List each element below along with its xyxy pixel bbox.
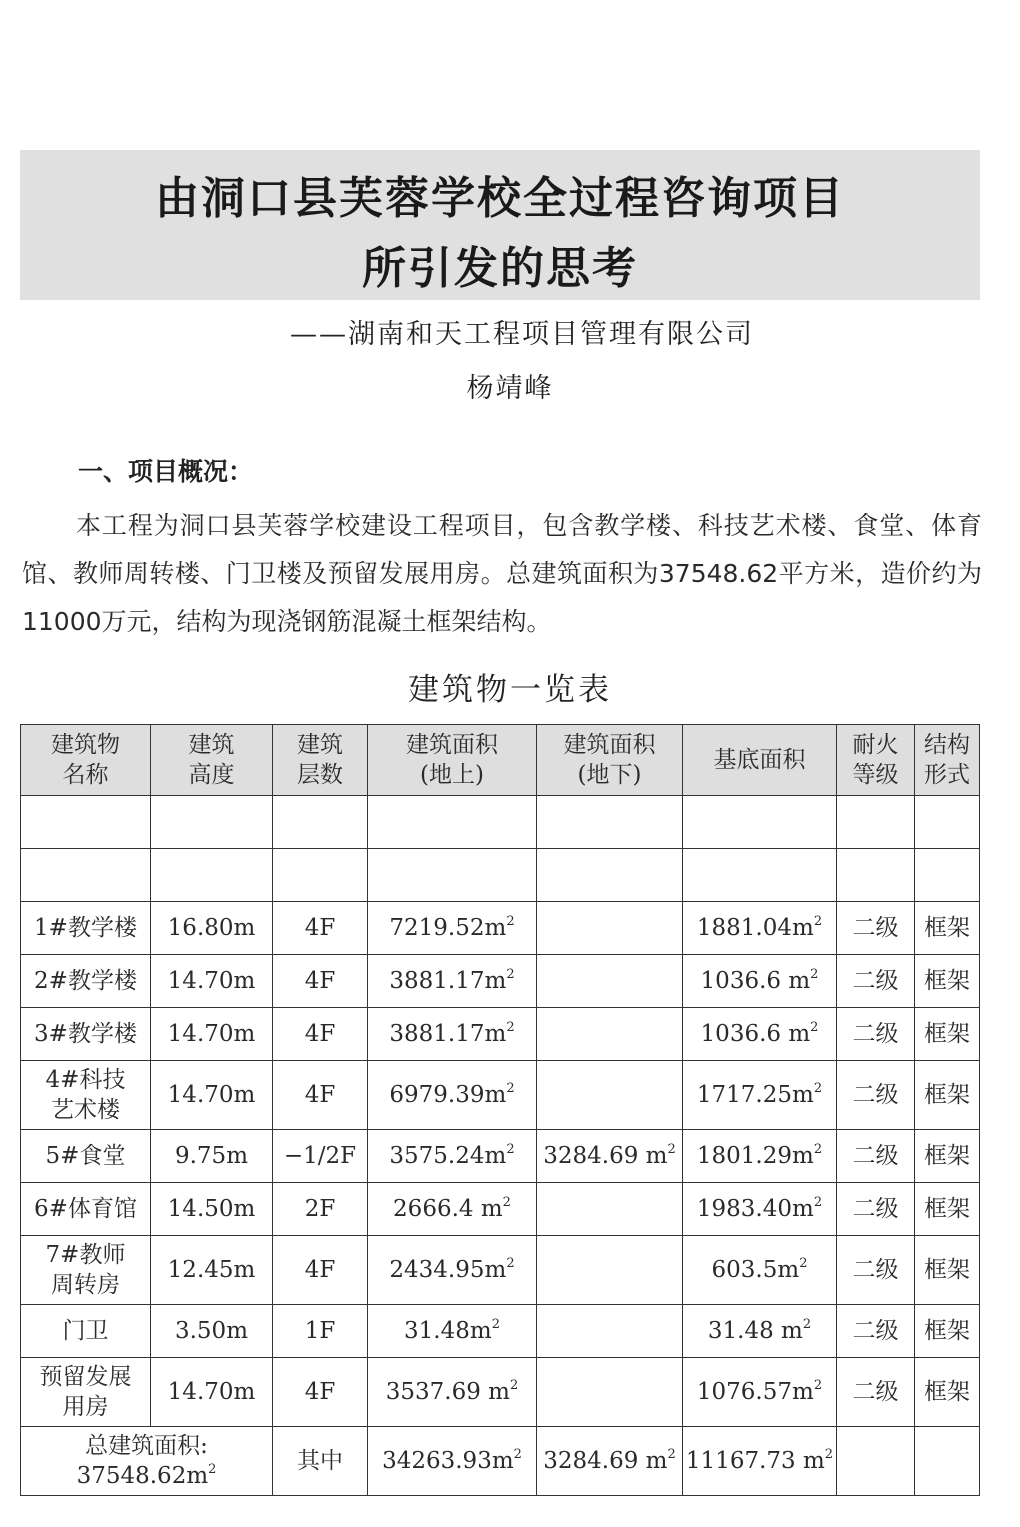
header-fire-rating: 耐火 等级	[837, 725, 915, 796]
cell-base-area: $1881.04m^2$	[683, 902, 837, 955]
header-floors: 建筑 层数	[273, 725, 368, 796]
cell-name: 3#教学楼	[21, 1008, 151, 1061]
cell-height: 3.50m	[151, 1305, 273, 1358]
overview-paragraph: 本工程为洞口县芙蓉学校建设工程项目，包含教学楼、科技艺术楼、食堂、体育馆、教师周转楼、门卫楼及预留发展用房。总建筑面积为37548.62平方米，造价约为11000万元，结构为现浇钢筋混凝土框架结构。	[22, 511, 982, 636]
table-caption: 建筑物一览表	[408, 672, 612, 708]
blank-row	[21, 849, 980, 902]
cell-area-above: $2434.95m^2$	[368, 1236, 537, 1305]
cell-floors: 4F	[273, 1008, 368, 1061]
cell-area-above: $31.48m^2$	[368, 1305, 537, 1358]
table-row	[21, 1183, 980, 1236]
cell-floors: 2F	[273, 1183, 368, 1236]
title-line-1: 由洞口县芙蓉学校全过程咨询项目	[155, 173, 845, 224]
cell-structure: 框架	[915, 902, 980, 955]
cell-area-above: $3575.24m^2$	[368, 1130, 537, 1183]
cell-fire: 二级	[837, 1358, 915, 1427]
table-row	[21, 902, 980, 955]
cell-base-area: $1717.25m^2$	[683, 1061, 837, 1130]
cell-of-which: 其中	[273, 1427, 368, 1496]
table-row	[21, 1130, 980, 1183]
cell-floors: −1/2F	[273, 1130, 368, 1183]
total-row	[21, 1427, 980, 1496]
cell-floors: 4F	[273, 1236, 368, 1305]
cell-area-below	[537, 955, 683, 1008]
cell-area-above: $7219.52m^2$	[368, 902, 537, 955]
cell-structure: 框架	[915, 1008, 980, 1061]
cell-height: 9.75m	[151, 1130, 273, 1183]
cell-name: 1#教学楼	[21, 902, 151, 955]
cell-fire: 二级	[837, 902, 915, 955]
cell-fire: 二级	[837, 1130, 915, 1183]
cell-name: 预留发展 用房	[21, 1358, 151, 1427]
cell-area-below	[537, 1358, 683, 1427]
cell-height: 14.70m	[151, 1008, 273, 1061]
cell-area-above: 2666.4 $m^2$	[368, 1183, 537, 1236]
cell-base-area: $1983.40m^2$	[683, 1183, 837, 1236]
cell-floors: 4F	[273, 1061, 368, 1130]
header-height: 建筑 高度	[151, 725, 273, 796]
cell-base-area: $603.5m^2$	[683, 1236, 837, 1305]
header-structure: 结构 形式	[915, 725, 980, 796]
cell-structure: 框架	[915, 1061, 980, 1130]
cell-structure: 框架	[915, 1236, 980, 1305]
cell-empty	[915, 1427, 980, 1496]
blank-row	[21, 796, 980, 849]
cell-fire: 二级	[837, 955, 915, 1008]
cell-height: 16.80m	[151, 902, 273, 955]
cell-structure: 框架	[915, 1358, 980, 1427]
cell-base-area: 31.48 $m^2$	[683, 1305, 837, 1358]
cell-fire: 二级	[837, 1061, 915, 1130]
cell-name: 2#教学楼	[21, 955, 151, 1008]
cell-area-below	[537, 1183, 683, 1236]
company-byline: ——湖南和天工程项目管理有限公司	[290, 319, 754, 350]
cell-fire: 二级	[837, 1183, 915, 1236]
table-header-row	[21, 725, 980, 796]
table-row	[21, 955, 980, 1008]
cell-total-below: 3284.69 $m^2$	[537, 1427, 683, 1496]
cell-area-below	[537, 1008, 683, 1061]
cell-structure: 框架	[915, 955, 980, 1008]
table-row	[21, 1061, 980, 1130]
section-heading: 一、项目概况：	[78, 457, 254, 486]
cell-name: 7#教师 周转房	[21, 1236, 151, 1305]
cell-height: 14.70m	[151, 1358, 273, 1427]
cell-floors: 1F	[273, 1305, 368, 1358]
header-area-above: 建筑面积 (地上)	[368, 725, 537, 796]
cell-total-above: $34263.93m^2$	[368, 1427, 537, 1496]
table-row	[21, 1358, 980, 1427]
cell-area-above: $3881.17m^2$	[368, 1008, 537, 1061]
cell-area-below	[537, 902, 683, 955]
cell-floors: 4F	[273, 902, 368, 955]
cell-base-area: $1801.29m^2$	[683, 1130, 837, 1183]
cell-area-below	[537, 1236, 683, 1305]
cell-area-below	[537, 1061, 683, 1130]
cell-structure: 框架	[915, 1130, 980, 1183]
cell-name: 5#食堂	[21, 1130, 151, 1183]
table-row	[21, 1236, 980, 1305]
cell-fire: 二级	[837, 1236, 915, 1305]
table-row	[21, 1305, 980, 1358]
cell-name: 6#体育馆	[21, 1183, 151, 1236]
cell-empty	[837, 1427, 915, 1496]
cell-total-base: 11167.73 $m^2$	[683, 1427, 837, 1496]
header-area-below: 建筑面积 (地下)	[537, 725, 683, 796]
cell-area-below	[537, 1305, 683, 1358]
cell-fire: 二级	[837, 1008, 915, 1061]
cell-name: 门卫	[21, 1305, 151, 1358]
cell-structure: 框架	[915, 1305, 980, 1358]
header-base-area: 基底面积	[683, 725, 837, 796]
cell-fire: 二级	[837, 1305, 915, 1358]
cell-height: 14.50m	[151, 1183, 273, 1236]
cell-area-above: $6979.39m^2$	[368, 1061, 537, 1130]
cell-base-area: 1036.6 $m^2$	[683, 1008, 837, 1061]
cell-structure: 框架	[915, 1183, 980, 1236]
cell-total-label: 总建筑面积: $37548.62m^2$	[21, 1427, 273, 1496]
header-name: 建筑物 名称	[21, 725, 151, 796]
author-name: 杨靖峰	[466, 373, 554, 404]
cell-height: 14.70m	[151, 955, 273, 1008]
cell-area-above: $3881.17m^2$	[368, 955, 537, 1008]
title-banner	[20, 150, 980, 300]
building-table	[20, 724, 980, 1496]
cell-base-area: 1036.6 $m^2$	[683, 955, 837, 1008]
cell-floors: 4F	[273, 955, 368, 1008]
cell-name: 4#科技 艺术楼	[21, 1061, 151, 1130]
table-row	[21, 1008, 980, 1061]
title-line-2: 所引发的思考	[362, 243, 638, 294]
cell-area-below: 3284.69 $m^2$	[537, 1130, 683, 1183]
cell-height: 12.45m	[151, 1236, 273, 1305]
cell-floors: 4F	[273, 1358, 368, 1427]
cell-base-area: $1076.57m^2$	[683, 1358, 837, 1427]
cell-height: 14.70m	[151, 1061, 273, 1130]
cell-area-above: 3537.69 $m^2$	[368, 1358, 537, 1427]
